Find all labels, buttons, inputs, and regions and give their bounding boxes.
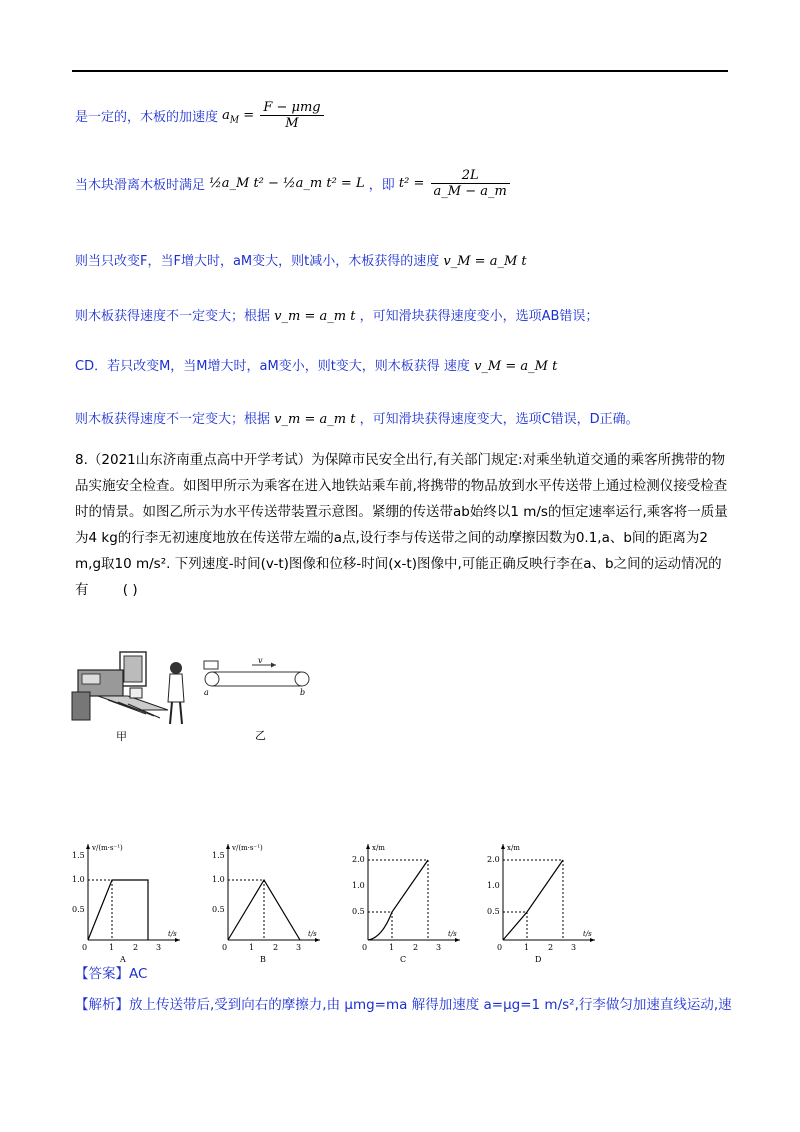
svg-text:1.0: 1.0 bbox=[487, 881, 500, 890]
point-a-label: a bbox=[204, 688, 209, 697]
security-scanner-illustration bbox=[68, 640, 188, 730]
graph-d-label: D bbox=[535, 955, 542, 964]
analysis-tag: 【解析】 bbox=[75, 997, 129, 1013]
graph-b bbox=[210, 840, 325, 969]
graph-a-xlabel: t/s bbox=[168, 930, 177, 938]
solution-line-4: 则木板获得速度不一定变大；根据 v_m = a_m t ，可知滑块获得速度变小，选项AB错误； bbox=[75, 309, 599, 324]
graph-d-ylabel: x/m bbox=[507, 844, 520, 852]
answer-blank: ( ) bbox=[122, 582, 138, 598]
graph-c-label: C bbox=[400, 955, 407, 964]
velocity-label: v bbox=[258, 656, 263, 665]
solution-line-6: 则木板获得速度不一定变大；根据 v_m = a_m t ，可知滑块获得速度变大，选项C错误，D正确。 bbox=[75, 412, 639, 427]
question-8 bbox=[75, 447, 730, 603]
accel-formula: $a_M$ = $\frac{\text{F − μmg}}{M}$ bbox=[222, 108, 325, 123]
header-rule bbox=[72, 70, 728, 72]
svg-text:0: 0 bbox=[362, 943, 368, 952]
figure-jia-security-scene bbox=[68, 640, 188, 743]
graph-a-label: A bbox=[120, 955, 126, 964]
question-text: 为保障市民安全出行,有关部门规定:对乘坐轨道交通的乘客所携带的物品实施安全检查。如图甲所示为乘客在进入地铁站乘车前,将携带的物品放到水平传送带上通过检测仪接受检查时的情景。如图乙所示为水平传送带装置示意图。紧绷的传送带ab始终以1 m/s的恒定速率运行,乘客将一质量为4 kg的行李无初速度地放在传送带左端的a点,设行李与传送带之间的动摩擦因数为0.1,a、b间的距离为2 m,g取10 m/s². 下列速度-时间(v-t)图像和位移-时间(x-t)图像中,可能正确反映行李在a、b之间的运动情况的有 bbox=[75, 452, 728, 598]
analysis-line bbox=[75, 993, 732, 1013]
figure-jia-caption: 甲 bbox=[116, 730, 127, 743]
svg-text:2: 2 bbox=[133, 943, 139, 952]
svg-text:0: 0 bbox=[497, 943, 503, 952]
slide-condition-formula: ½a_M t² − ½a_m t² = L bbox=[209, 176, 365, 191]
solution-line-2: 当木块滑离木板时满足 ½a_M t² − ½a_m t² = L ，即 t² = $\frac{2L}{a\_M - a\_m}$ bbox=[75, 168, 512, 199]
svg-text:0.5: 0.5 bbox=[487, 907, 500, 916]
line1-text: 是一定的，木板的加速度 bbox=[75, 110, 219, 125]
point-b-label: b bbox=[300, 688, 306, 697]
svg-text:1: 1 bbox=[109, 943, 115, 952]
solution-line-3: 则当只改变F，当F增大时，aM变大，则t减小，木板获得的速度 v_M = a_M t bbox=[75, 254, 527, 269]
svg-text:2.0: 2.0 bbox=[487, 855, 500, 864]
svg-text:1.0: 1.0 bbox=[352, 881, 365, 890]
svg-text:1.5: 1.5 bbox=[212, 851, 225, 860]
graph-c-xlabel: t/s bbox=[448, 930, 457, 938]
figure-yi-conveyor bbox=[200, 655, 320, 740]
figure-yi-caption: 乙 bbox=[255, 729, 266, 742]
graph-c bbox=[350, 840, 465, 969]
svg-text:3: 3 bbox=[296, 943, 302, 952]
graph-b-ylabel: v/(m·s⁻¹) bbox=[232, 844, 263, 852]
question-number: 8. bbox=[75, 452, 88, 468]
graph-b-label: B bbox=[260, 955, 266, 964]
svg-text:3: 3 bbox=[156, 943, 162, 952]
answer-line bbox=[75, 962, 147, 982]
svg-text:3: 3 bbox=[571, 943, 577, 952]
graph-d bbox=[485, 840, 600, 969]
svg-text:1: 1 bbox=[249, 943, 255, 952]
svg-text:0.5: 0.5 bbox=[352, 907, 365, 916]
svg-text:0: 0 bbox=[222, 943, 228, 952]
answer-value: AC bbox=[129, 966, 148, 982]
question-source: （2021山东济南重点高中开学考试） bbox=[87, 452, 312, 468]
answer-tag: 【答案】 bbox=[75, 966, 129, 982]
svg-text:2: 2 bbox=[413, 943, 419, 952]
graph-d-xlabel: t/s bbox=[583, 930, 592, 938]
svg-text:0.5: 0.5 bbox=[212, 905, 225, 914]
svg-text:0.5: 0.5 bbox=[72, 905, 85, 914]
svg-text:1: 1 bbox=[524, 943, 530, 952]
graph-a bbox=[70, 840, 185, 969]
line2-text: 当木块滑离木板时满足 bbox=[75, 178, 206, 193]
solution-line-1 bbox=[75, 100, 326, 131]
solution-line-5: CD．若只改变M，当M增大时，aM变小，则t变大，则木板获得 速度 v_M = a_M t bbox=[75, 359, 558, 374]
svg-text:0: 0 bbox=[82, 943, 88, 952]
conveyor-belt-diagram bbox=[200, 655, 320, 705]
svg-text:2: 2 bbox=[548, 943, 554, 952]
svg-text:1.0: 1.0 bbox=[72, 875, 85, 884]
svg-text:2: 2 bbox=[273, 943, 279, 952]
analysis-text: 放上传送带后,受到向右的摩擦力,由 μmg=ma 解得加速度 a=μg=1 m/s²,行李做匀加速直线运动,速 bbox=[129, 997, 732, 1013]
graph-a-ylabel: v/(m·s⁻¹) bbox=[92, 844, 123, 852]
svg-text:3: 3 bbox=[436, 943, 442, 952]
graph-b-xlabel: t/s bbox=[308, 930, 317, 938]
svg-text:1.0: 1.0 bbox=[212, 875, 225, 884]
svg-text:1.5: 1.5 bbox=[72, 851, 85, 860]
graph-c-ylabel: x/m bbox=[372, 844, 385, 852]
svg-text:1: 1 bbox=[389, 943, 395, 952]
svg-text:2.0: 2.0 bbox=[352, 855, 365, 864]
